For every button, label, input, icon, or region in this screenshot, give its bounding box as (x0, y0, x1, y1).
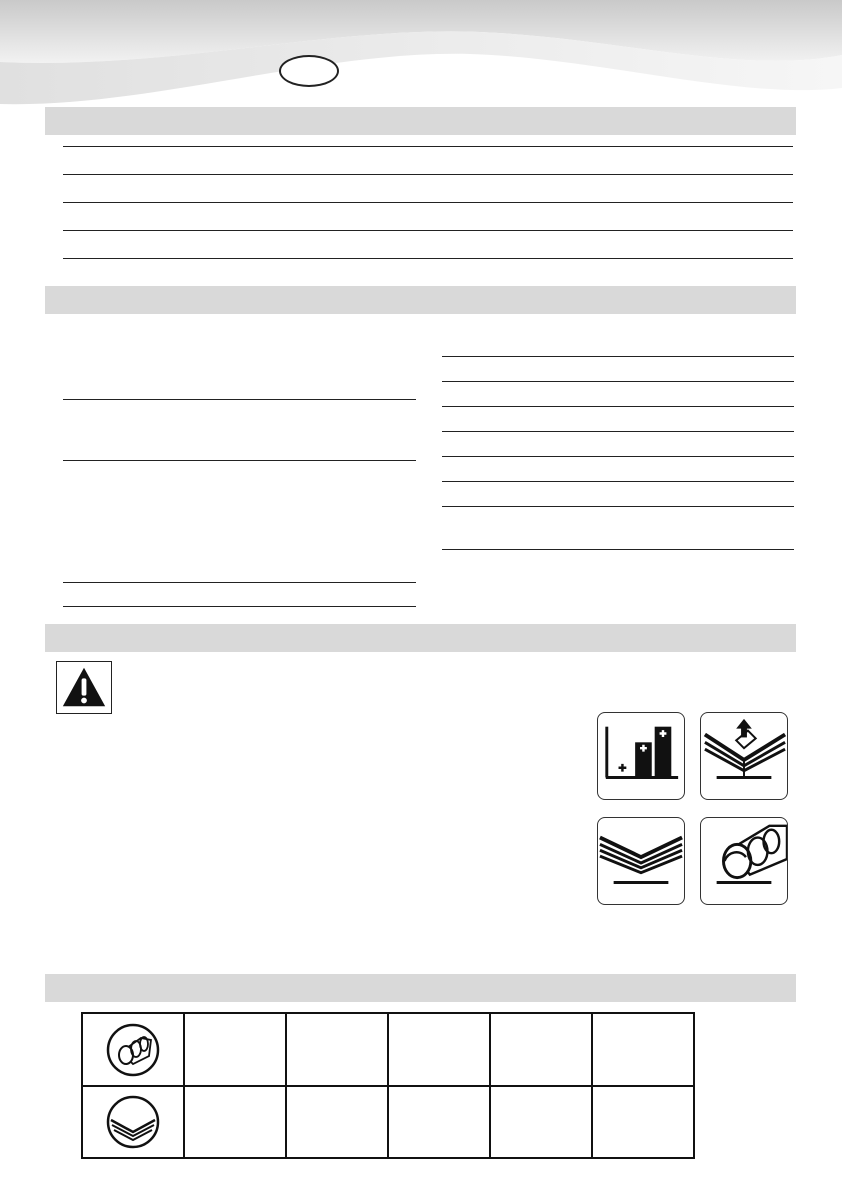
rule (63, 174, 793, 175)
rule (442, 506, 794, 507)
rule (442, 549, 794, 550)
section-bar-4 (45, 974, 796, 1002)
warning-triangle-icon (56, 661, 112, 714)
stacked-capacity-chart-icon (597, 712, 685, 800)
table-cell-icon (82, 1013, 184, 1086)
table-cell (490, 1013, 592, 1086)
header-wave-decoration (0, 0, 842, 120)
rule (442, 431, 794, 432)
rule (63, 582, 416, 583)
table-cell (388, 1086, 490, 1158)
table-cell (184, 1013, 286, 1086)
rule (63, 399, 416, 400)
table-cell-icon (82, 1086, 184, 1158)
table-row (82, 1086, 694, 1158)
section-bar-1 (45, 107, 796, 135)
paper-stack-icon (597, 817, 685, 905)
table-cell (184, 1086, 286, 1158)
roll-feed-icon (105, 1022, 161, 1078)
language-badge (279, 55, 339, 87)
rule (63, 202, 793, 203)
table-row (82, 1013, 694, 1086)
table-cell (286, 1086, 388, 1158)
rule (442, 356, 794, 357)
capacity-table (81, 1012, 695, 1159)
rule (442, 456, 794, 457)
section-bar-3 (45, 624, 796, 652)
table-cell (490, 1086, 592, 1158)
section-bar-2 (45, 286, 796, 314)
rule (63, 146, 793, 147)
table-cell (388, 1013, 490, 1086)
paper-stack-icon (105, 1094, 161, 1150)
rule (442, 381, 794, 382)
roll-feed-icon (700, 817, 788, 905)
sheet-lift-icon (700, 712, 788, 800)
table-cell (592, 1086, 694, 1158)
rule (63, 460, 416, 461)
table-cell (286, 1013, 388, 1086)
rule (63, 258, 793, 259)
rule (63, 606, 416, 607)
rule (63, 230, 793, 231)
table-cell (592, 1013, 694, 1086)
rule (442, 406, 794, 407)
rule (442, 481, 794, 482)
